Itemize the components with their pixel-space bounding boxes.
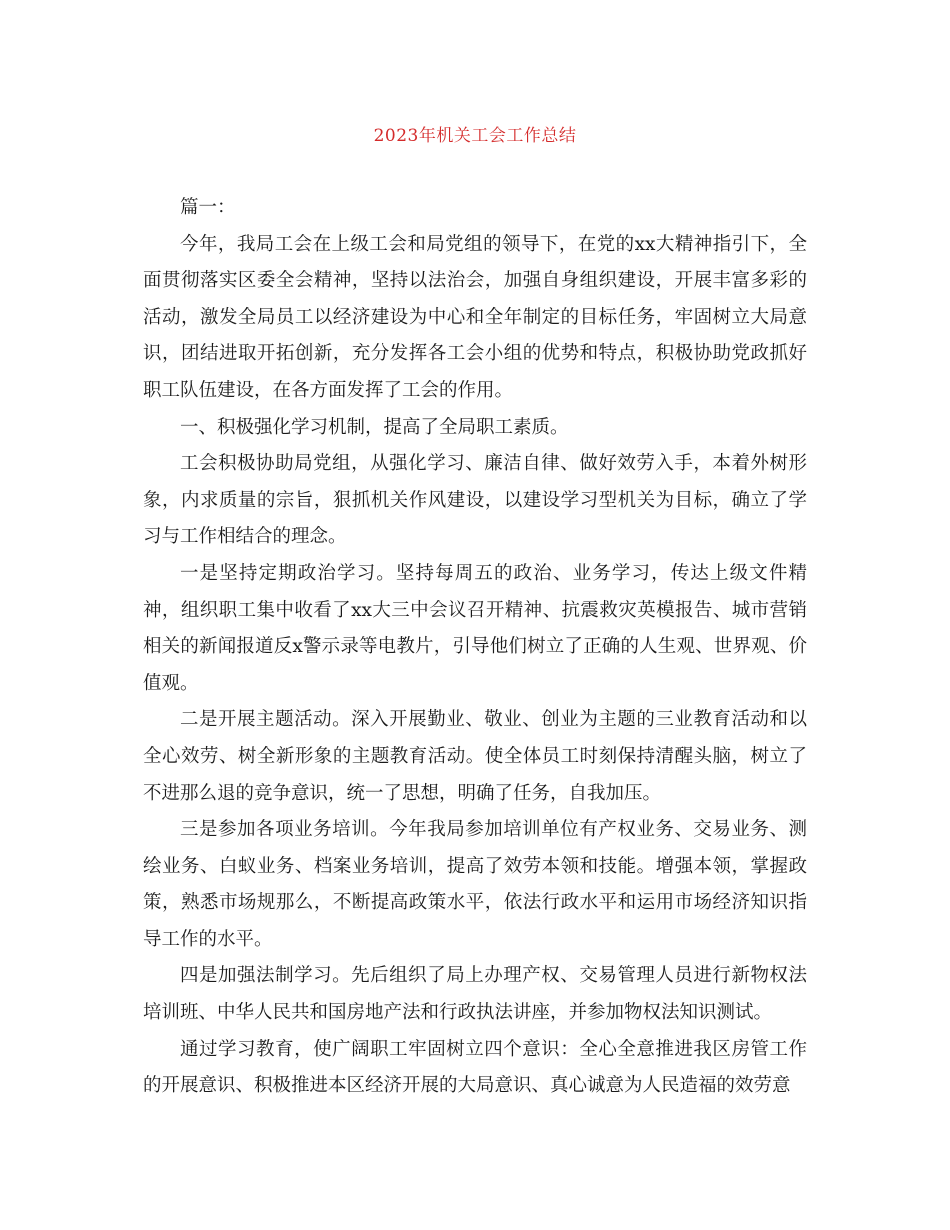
paragraph: 四是加强法制学习。先后组织了局上办理产权、交易管理人员进行新物权法培训班、中华人民共和国房地产法和行政执法讲座，并参加物权法知识测试。 [143, 965, 807, 1024]
paragraph: 工会积极协助局党组，从强化学习、廉洁自律、做好效劳入手，本着外树形象，内求质量的宗旨，狠抓机关作风建设，以建设学习型机关为目标，确立了学习与工作相结合的理念。 [143, 453, 807, 548]
paragraph: 二是开展主题活动。深入开展勤业、敬业、创业为主题的三业教育活动和以全心效劳、树全新形象的主题教育活动。使全体员工时刻保持清醒头脑，树立了不进那么退的竞争意识，统一了思想，明确了任务，自我加压。 [143, 709, 807, 804]
paragraph: 三是参加各项业务培训。今年我局参加培训单位有产权业务、交易业务、测绘业务、白蚁业务、档案业务培训，提高了效劳本领和技能。增强本领，掌握政策，熟悉市场规那么，不断提高政策水平，依法行政水平和运用市场经济知识指导工作的水平。 [143, 819, 807, 950]
document-title: 2023年机关工会工作总结 [373, 126, 577, 146]
paragraph: 通过学习教育，使广阔职工牢固树立四个意识：全心全意推进我区房管工作的开展意识、积极推进本区经济开展的大局意识、真心诚意为人民造福的效劳意 [143, 1038, 807, 1097]
paragraph: 今年，我局工会在上级工会和局党组的领导下，在党的xx大精神指引下，全面贯彻落实区委全会精神，坚持以法治会，加强自身组织建设，开展丰富多彩的活动，激发全局员工以经济建设为中心和全年制定的目标任务，牢固树立大局意识，团结进取开拓创新，充分发挥各工会小组的优势和特点，积极协助党政抓好职工队伍建设，在各方面发挥了工会的作用。 [143, 233, 807, 401]
section-heading: 篇一： [180, 197, 236, 218]
document-body [143, 190, 807, 1105]
paragraph: 一是坚持定期政治学习。坚持每周五的政治、业务学习，传达上级文件精神，组织职工集中收看了xx大三中会议召开精神、抗震救灾英模报告、城市营销相关的新闻报道反x警示录等电教片，引导他们树立了正确的人生观、世界观、价值观。 [143, 562, 807, 694]
paragraph: 一、积极强化学习机制，提高了全局职工素质。 [180, 416, 569, 438]
